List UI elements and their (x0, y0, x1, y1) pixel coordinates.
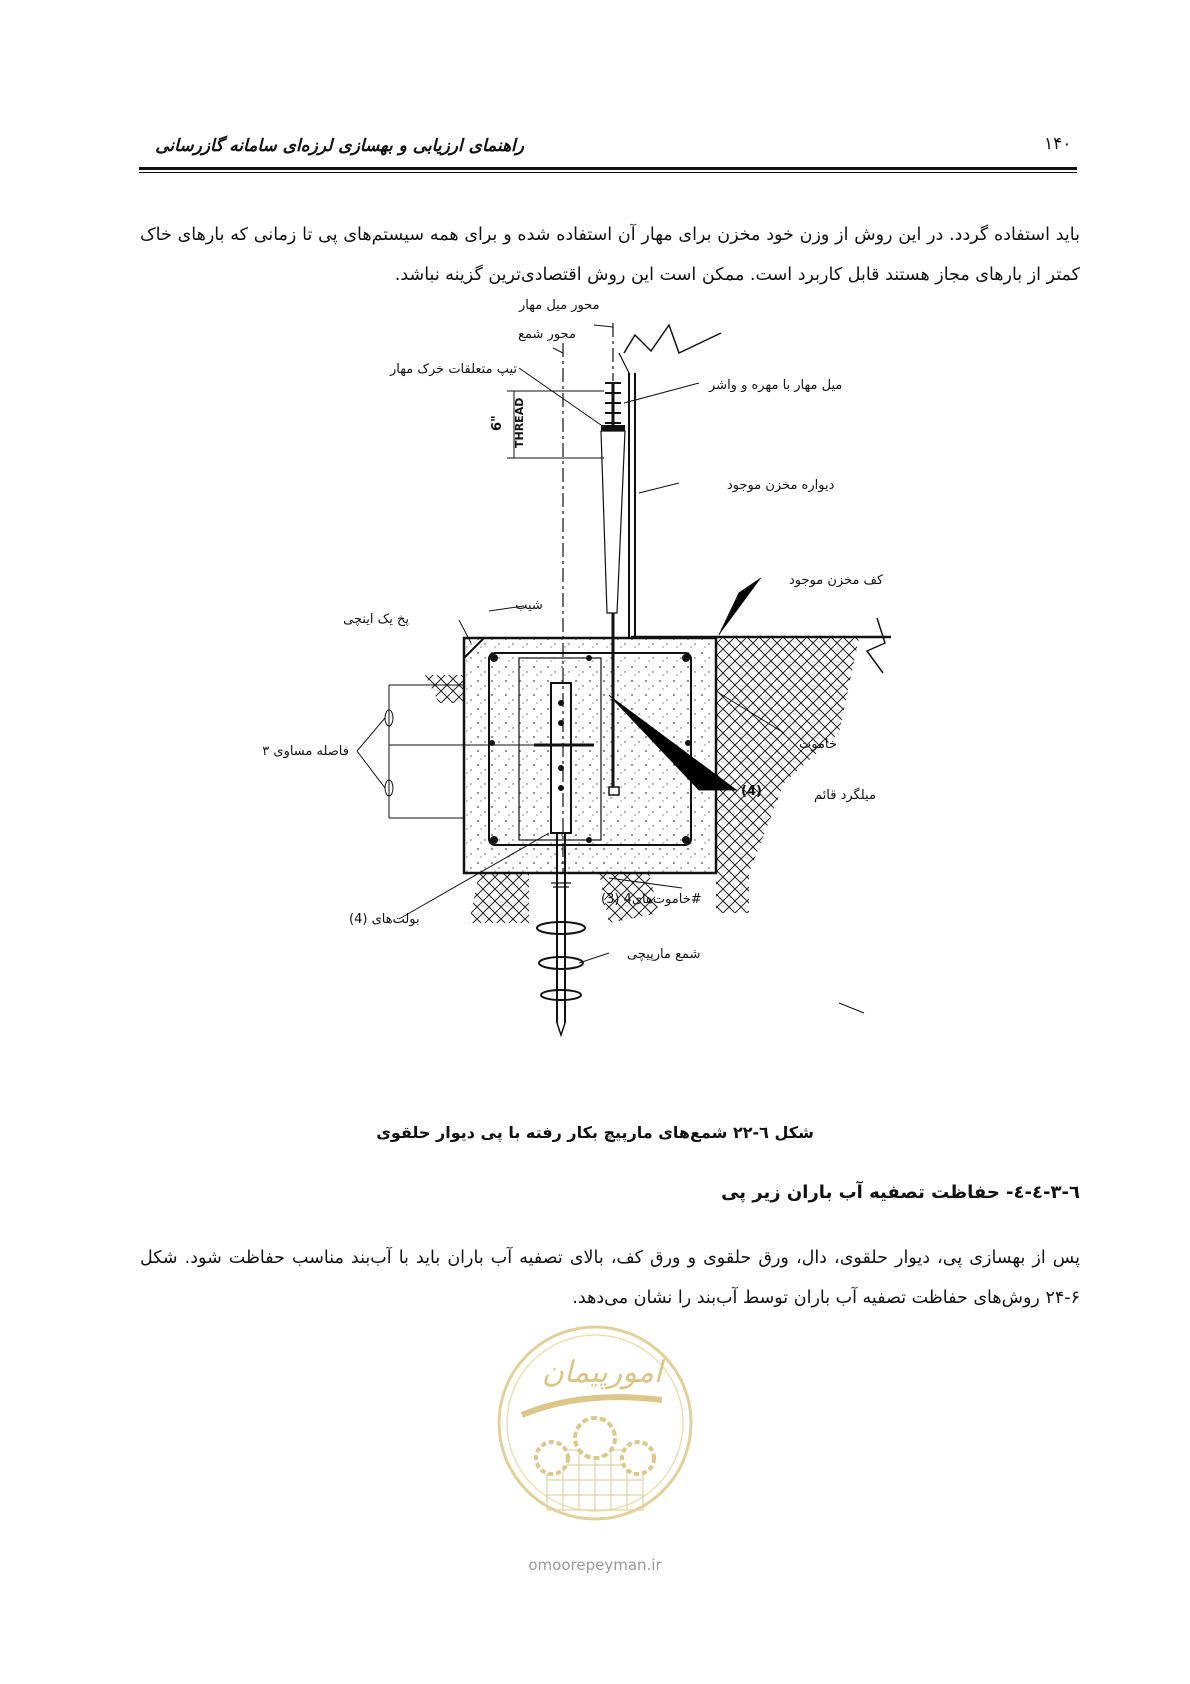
soil-hatch-right (716, 638, 859, 913)
header-rule-thick (139, 167, 1077, 170)
header-rule-thin (139, 172, 1077, 173)
label-anchor-axis: محور میل مهار (519, 298, 600, 313)
label-tank-wall: دیواره مخزن موجود (727, 478, 835, 493)
label-rebar-count: (4) (741, 784, 762, 799)
thread-dimension: 6" (490, 415, 505, 431)
figure-helical-pile-ringwall (262, 298, 974, 1113)
label-anchor-chair: تیپ متعلقات خرک مهار (390, 362, 517, 377)
label-vertical-rebar: میلگرد قائم (814, 788, 876, 803)
paragraph-intro: باید استفاده گردد. در این روش از وزن خود مخزن برای مهار آن استفاده شده و برای همه سیستم‌های پی تا زمانی که بارهای خاک کمتر از بارهای مجاز هستند قابل کاربرد است. ممکن است این روش اقتصادی‌ترین گزینه نباشد. (140, 225, 1080, 285)
watermark-logo-text: امورپیمان (541, 1355, 663, 1390)
label-stirrups-count: (3) خاموت‌های4# (601, 892, 702, 907)
soil-hatch-bottom-left (469, 873, 529, 923)
figure-caption: شکل ٦-٢٢ شمع‌های مارپیچ بکار رفته با پی دیوار حلقوی (376, 1123, 814, 1142)
paragraph-body: پس از بهسازی پی، دیوار حلقوی، دال، ورق حلقوی و ورق کف، بالای تصفیه آب باران باید با آب‌بند مناسب حفاظت شود. شکل ۶-۲۴ روش‌های حفاظت تصفیه آب باران توسط آب‌بند را نشان می‌دهد. (140, 1248, 1080, 1308)
page-number: ۱۴۰ (1044, 134, 1072, 154)
section-heading: ٦-٣-٤-٤- حفاظت تصفیه آب باران زیر پی (721, 1182, 1080, 1203)
label-slope: شیب (515, 598, 543, 613)
soil-hatch-left (425, 675, 464, 703)
label-chamfer: پخ یک اینچی (343, 612, 409, 627)
watermark-logo (492, 1320, 698, 1550)
label-helical-pile: شمع مارپیچی (627, 947, 701, 962)
running-header-title: راهنمای ارزیابی و بهسازی لرزه‌ای سامانه گازرسانی (155, 136, 524, 156)
label-stirrup: خاموت (799, 737, 837, 752)
label-tank-floor: کف مخزن موجود (789, 573, 884, 588)
label-bolts: بولت‌های (4) (349, 912, 420, 927)
label-equal-spaces: ۳ فاصله مساوی (262, 744, 349, 759)
thread-text: THREAD (513, 397, 526, 448)
label-pile-axis: محور شمع (518, 327, 576, 342)
watermark-url: omoorepeyman.ir (528, 1556, 662, 1574)
label-anchor-bolt: میل مهار با مهره و واشر (709, 378, 843, 393)
